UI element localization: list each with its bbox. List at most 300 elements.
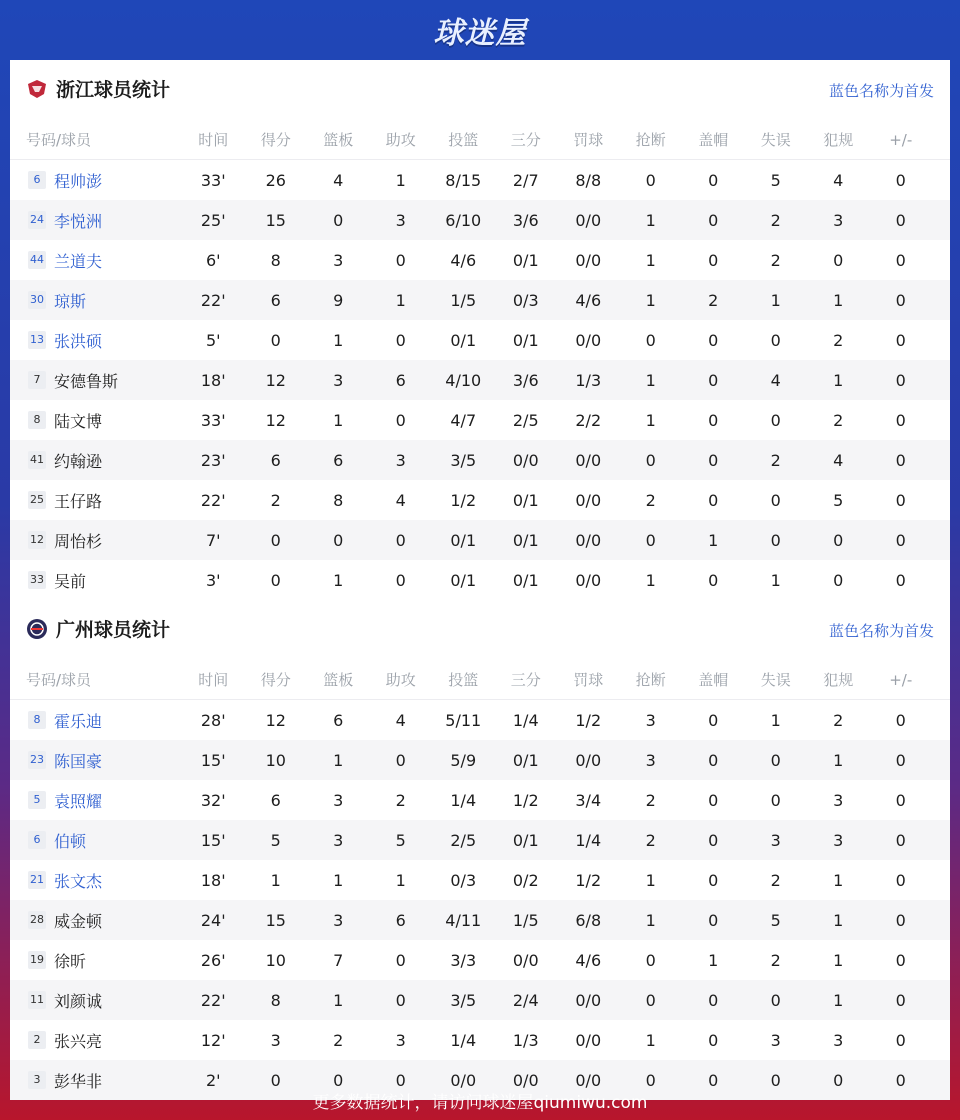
stat-cell: 15 — [265, 910, 286, 930]
player-row — [10, 320, 950, 360]
stat-cell: 8 — [270, 990, 281, 1010]
stat-cell: 0/3 — [512, 290, 539, 310]
stat-cell: 1 — [645, 250, 656, 270]
stat-cell: 0 — [333, 210, 344, 230]
player-row — [10, 780, 950, 820]
stat-cell: 26' — [200, 950, 226, 970]
stat-cell: 0/0 — [575, 570, 602, 590]
stat-cell: 2 — [645, 790, 656, 810]
jersey-number-badge: 8 — [28, 411, 46, 429]
stat-cell: 15 — [265, 210, 286, 230]
stat-cell: 5 — [833, 490, 844, 510]
player-cell — [10, 209, 182, 232]
stat-cell: 1 — [645, 1030, 656, 1050]
stat-cell: 0/0 — [512, 950, 539, 970]
column-header: +/- — [889, 130, 913, 149]
player-name[interactable]: 李悦洲 — [54, 211, 103, 231]
player-row — [10, 400, 950, 440]
stat-cell: 3 — [333, 830, 344, 850]
stat-cell: 1 — [395, 170, 406, 190]
stat-cell: 8 — [270, 250, 281, 270]
player-row — [10, 1020, 950, 1060]
stat-cell: 3 — [395, 210, 406, 230]
stat-cell: 0 — [895, 990, 906, 1010]
stat-cell: 3 — [333, 790, 344, 810]
top-banner — [0, 0, 960, 60]
stat-cell: 2/4 — [512, 990, 539, 1010]
jersey-number-badge: 11 — [28, 991, 46, 1009]
stat-cell: 0 — [895, 1030, 906, 1050]
stat-cell: 0 — [895, 910, 906, 930]
stat-cell: 6 — [395, 370, 406, 390]
stat-cell: 0/1 — [512, 490, 539, 510]
stat-cell: 1 — [833, 910, 844, 930]
stat-cell: 9 — [333, 290, 344, 310]
stat-cell: 0/1 — [450, 570, 477, 590]
stat-cell: 6 — [270, 450, 281, 470]
stat-cell: 6 — [395, 910, 406, 930]
player-name[interactable]: 周怡杉 — [54, 531, 103, 551]
column-header: 得分 — [260, 671, 291, 689]
stat-cell: 3 — [395, 450, 406, 470]
player-row — [10, 980, 950, 1020]
stat-cell: 0 — [770, 750, 781, 770]
stat-cell: 3 — [833, 1030, 844, 1050]
stat-cell: 1 — [645, 210, 656, 230]
stat-cell: 0 — [895, 570, 906, 590]
column-header: 三分 — [510, 131, 541, 149]
stat-cell: 1/2 — [575, 710, 602, 730]
stats-panel — [10, 60, 950, 1091]
player-row — [10, 860, 950, 900]
player-cell — [10, 949, 182, 972]
player-cell — [10, 569, 182, 592]
player-cell — [10, 989, 182, 1012]
stat-cell: 1 — [270, 870, 281, 890]
stat-cell: 1 — [833, 370, 844, 390]
column-header: 篮板 — [323, 131, 354, 149]
starter-legend-note: 蓝色名称为首发 — [828, 82, 934, 100]
stat-cell: 2 — [333, 1030, 344, 1050]
column-header: 失误 — [760, 671, 791, 689]
stat-cell: 0/3 — [450, 870, 477, 890]
jersey-number-badge: 30 — [28, 291, 46, 309]
player-cell — [10, 789, 182, 812]
stat-cell: 1 — [770, 710, 781, 730]
stat-cell: 1 — [770, 570, 781, 590]
stat-cell: 0 — [395, 950, 406, 970]
stat-cell: 3 — [333, 370, 344, 390]
player-row — [10, 280, 950, 320]
player-cell — [10, 909, 182, 932]
stat-cell: 8/8 — [575, 170, 602, 190]
stat-cell: 5 — [770, 910, 781, 930]
stat-cell: 0 — [708, 910, 719, 930]
stat-cell: 2 — [833, 410, 844, 430]
stat-cell: 0 — [708, 330, 719, 350]
guangzhou-team-logo-icon — [26, 618, 48, 640]
stat-cell: 6/10 — [445, 210, 482, 230]
stat-cell: 0 — [708, 450, 719, 470]
team-title: 广州球员统计 — [56, 619, 171, 641]
stat-cell: 28' — [200, 710, 226, 730]
stat-cell: 0/0 — [575, 330, 602, 350]
stat-cell: 0 — [708, 410, 719, 430]
stat-cell: 0 — [770, 1070, 781, 1090]
stat-cell: 0 — [708, 250, 719, 270]
player-cell — [10, 709, 182, 732]
player-name[interactable]: 伯顿 — [54, 831, 87, 851]
stat-cell: 0 — [645, 330, 656, 350]
stat-cell: 3 — [645, 710, 656, 730]
stat-cell: 0 — [270, 530, 281, 550]
footer-banner — [0, 1080, 960, 1120]
stat-cell: 2/2 — [575, 410, 602, 430]
stat-cell: 0/0 — [575, 1070, 602, 1090]
jersey-number-badge: 12 — [28, 531, 46, 549]
stat-cell: 0 — [770, 790, 781, 810]
stat-cell: 2 — [645, 830, 656, 850]
player-name[interactable]: 陈国豪 — [54, 751, 103, 771]
stat-cell: 1 — [833, 990, 844, 1010]
player-name[interactable]: 吴前 — [54, 571, 87, 591]
stat-cell: 1/2 — [575, 870, 602, 890]
stat-cell: 2 — [708, 290, 719, 310]
stat-cell: 2/5 — [450, 830, 477, 850]
stat-cell: 15' — [200, 750, 226, 770]
player-row — [10, 520, 950, 560]
stat-cell: 22' — [200, 990, 226, 1010]
stat-cell: 0/0 — [575, 750, 602, 770]
stat-cell: 2/5 — [512, 410, 539, 430]
stat-cell: 0/0 — [575, 490, 602, 510]
stat-cell: 0 — [770, 410, 781, 430]
stat-cell: 0 — [895, 750, 906, 770]
player-name[interactable]: 兰道夫 — [54, 251, 103, 271]
column-header: 号码/球员 — [26, 671, 92, 689]
stat-cell: 1 — [833, 750, 844, 770]
column-header: 投篮 — [448, 131, 479, 149]
stat-cell: 3 — [833, 830, 844, 850]
player-cell — [10, 249, 182, 272]
stat-cell: 0 — [833, 1070, 844, 1090]
stat-cell: 3/5 — [450, 990, 477, 1010]
column-header: 时间 — [198, 131, 229, 149]
player-cell — [10, 449, 182, 472]
stat-cell: 0 — [895, 170, 906, 190]
stat-cell: 0 — [708, 210, 719, 230]
jersey-number-badge: 13 — [28, 331, 46, 349]
stat-cell: 3/3 — [450, 950, 477, 970]
player-name[interactable]: 彭华非 — [54, 1071, 103, 1091]
stat-cell: 12 — [265, 370, 286, 390]
stat-cell: 2 — [770, 950, 781, 970]
player-cell — [10, 529, 182, 552]
player-name[interactable]: 王仔路 — [54, 491, 103, 511]
stat-cell: 1 — [395, 290, 406, 310]
player-name[interactable]: 张兴亮 — [54, 1031, 103, 1051]
section-header — [10, 600, 950, 660]
stat-cell: 0 — [395, 250, 406, 270]
stat-cell: 7 — [333, 950, 344, 970]
stat-cell: 0 — [770, 990, 781, 1010]
stat-cell: 0 — [895, 250, 906, 270]
stat-cell: 0 — [270, 330, 281, 350]
column-header: 犯规 — [823, 131, 854, 149]
brand-logo: 球迷屋 — [433, 16, 527, 51]
player-row — [10, 440, 950, 480]
stat-cell: 2' — [205, 1070, 221, 1090]
stat-cell: 1/5 — [512, 910, 539, 930]
stat-cell: 0 — [895, 710, 906, 730]
stat-cell: 33' — [200, 170, 226, 190]
column-header: 号码/球员 — [26, 131, 92, 149]
stat-cell: 32' — [200, 790, 226, 810]
player-row — [10, 700, 950, 740]
stat-cell: 1 — [833, 290, 844, 310]
stat-cell: 0 — [708, 490, 719, 510]
column-header: +/- — [889, 670, 913, 689]
stat-cell: 0 — [895, 790, 906, 810]
player-row — [10, 240, 950, 280]
stat-cell: 0 — [708, 1030, 719, 1050]
stat-cell: 4 — [395, 490, 406, 510]
stat-cell: 1 — [833, 870, 844, 890]
stat-cell: 8 — [333, 490, 344, 510]
stat-cell: 0/0 — [575, 1030, 602, 1050]
stat-cell: 7' — [205, 530, 221, 550]
player-cell — [10, 829, 182, 852]
player-name[interactable]: 威金顿 — [54, 911, 103, 931]
stat-cell: 1/3 — [512, 1030, 539, 1050]
stat-cell: 0 — [395, 330, 406, 350]
stat-cell: 25' — [200, 210, 226, 230]
team-section — [10, 600, 950, 1100]
player-cell — [10, 169, 182, 192]
stat-cell: 3' — [205, 570, 221, 590]
stat-cell: 6' — [205, 250, 221, 270]
player-row — [10, 900, 950, 940]
player-row — [10, 740, 950, 780]
stat-cell: 1 — [333, 330, 344, 350]
stat-cell: 0/1 — [512, 750, 539, 770]
stat-cell: 0/1 — [512, 250, 539, 270]
team-section — [10, 60, 950, 600]
stat-cell: 0 — [645, 1070, 656, 1090]
player-name[interactable]: 琼斯 — [54, 291, 87, 311]
stat-cell: 1 — [645, 870, 656, 890]
stat-cell: 0 — [895, 1070, 906, 1090]
stat-cell: 15' — [200, 830, 226, 850]
stat-cell: 3 — [270, 1030, 281, 1050]
column-header: 罚球 — [573, 131, 604, 149]
stat-cell: 1 — [333, 410, 344, 430]
player-name[interactable]: 霍乐迪 — [54, 711, 103, 731]
stat-cell: 0 — [895, 210, 906, 230]
stat-cell: 1 — [645, 370, 656, 390]
stat-cell: 1/4 — [512, 710, 539, 730]
stat-cell: 0/0 — [450, 1070, 477, 1090]
stat-cell: 0 — [395, 1070, 406, 1090]
stat-cell: 1/3 — [575, 370, 602, 390]
stat-cell: 0 — [395, 530, 406, 550]
player-row — [10, 820, 950, 860]
jersey-number-badge: 8 — [28, 711, 46, 729]
stat-cell: 6 — [270, 790, 281, 810]
stat-cell: 3/6 — [512, 210, 539, 230]
footer-text: 更多数据统计，请访问球迷屋qiumiwu.com — [312, 1092, 648, 1113]
stat-cell: 6 — [270, 290, 281, 310]
zhejiang-team-logo-icon — [26, 78, 48, 100]
stat-cell: 1 — [770, 290, 781, 310]
column-header: 篮板 — [323, 671, 354, 689]
stat-cell: 33' — [200, 410, 226, 430]
jersey-number-badge: 41 — [28, 451, 46, 469]
stat-cell: 1 — [645, 290, 656, 310]
stat-cell: 0 — [895, 330, 906, 350]
stat-cell: 12' — [200, 1030, 226, 1050]
stat-cell: 22' — [200, 490, 226, 510]
stat-cell: 24' — [200, 910, 226, 930]
stat-cell: 0 — [708, 570, 719, 590]
stat-cell: 0 — [395, 990, 406, 1010]
column-header: 犯规 — [823, 671, 854, 689]
stat-cell: 0/1 — [450, 530, 477, 550]
stat-cell: 0 — [708, 870, 719, 890]
stat-cell: 1 — [645, 570, 656, 590]
stat-cell: 5 — [270, 830, 281, 850]
stat-cell: 0 — [895, 450, 906, 470]
stat-cell: 6/8 — [575, 910, 602, 930]
team-sections — [10, 60, 950, 1100]
player-name[interactable]: 张文杰 — [54, 871, 103, 891]
stat-cell: 4 — [833, 450, 844, 470]
stat-cell: 2 — [395, 790, 406, 810]
player-cell — [10, 329, 182, 352]
player-row — [10, 160, 950, 200]
player-name[interactable]: 陆文博 — [54, 411, 103, 431]
stat-cell: 4 — [833, 170, 844, 190]
stat-cell: 2 — [270, 490, 281, 510]
column-header: 盖帽 — [698, 131, 729, 149]
jersey-number-badge: 19 — [28, 951, 46, 969]
stat-cell: 0 — [708, 710, 719, 730]
stat-cell: 0 — [833, 250, 844, 270]
stat-cell: 0/2 — [512, 870, 539, 890]
stat-cell: 1 — [708, 530, 719, 550]
player-name[interactable]: 约翰逊 — [54, 451, 103, 471]
stat-cell: 0/0 — [512, 1070, 539, 1090]
stat-cell: 0 — [333, 1070, 344, 1090]
stat-cell: 10 — [265, 750, 286, 770]
stat-cell: 0 — [645, 950, 656, 970]
stat-cell: 0 — [895, 370, 906, 390]
player-row — [10, 940, 950, 980]
column-header: 盖帽 — [698, 671, 729, 689]
stat-cell: 0/1 — [512, 330, 539, 350]
player-cell — [10, 369, 182, 392]
stat-cell: 0/0 — [575, 990, 602, 1010]
player-cell — [10, 869, 182, 892]
stat-cell: 0 — [770, 490, 781, 510]
player-name[interactable]: 徐昕 — [54, 951, 87, 971]
stat-cell: 1 — [333, 990, 344, 1010]
player-name[interactable]: 刘颜诚 — [54, 991, 103, 1011]
column-header: 失误 — [760, 131, 791, 149]
stat-cell: 1 — [395, 870, 406, 890]
stat-cell: 0 — [270, 1070, 281, 1090]
stat-cell: 1/5 — [450, 290, 477, 310]
stat-cell: 4 — [333, 170, 344, 190]
stat-cell: 0/0 — [575, 250, 602, 270]
stat-cell: 4/10 — [445, 370, 482, 390]
stat-cell: 0 — [708, 1070, 719, 1090]
stat-cell: 3 — [333, 250, 344, 270]
player-name[interactable]: 张洪硕 — [54, 331, 103, 351]
stat-cell: 1 — [333, 870, 344, 890]
jersey-number-badge: 6 — [28, 831, 46, 849]
jersey-number-badge: 25 — [28, 491, 46, 509]
player-name[interactable]: 程帅澎 — [54, 171, 103, 191]
player-name[interactable]: 安德鲁斯 — [54, 371, 119, 391]
jersey-number-badge: 6 — [28, 171, 46, 189]
stat-cell: 5 — [395, 830, 406, 850]
stat-cell: 0 — [708, 370, 719, 390]
stat-cell: 0/0 — [575, 210, 602, 230]
stat-cell: 0/1 — [450, 330, 477, 350]
stat-cell: 2 — [770, 870, 781, 890]
stat-cell: 0 — [895, 870, 906, 890]
jersey-number-badge: 28 — [28, 911, 46, 929]
stat-cell: 3/6 — [512, 370, 539, 390]
column-header-row — [10, 120, 950, 160]
stat-cell: 0 — [895, 410, 906, 430]
stat-cell: 3 — [395, 1030, 406, 1050]
stat-cell: 0 — [770, 530, 781, 550]
stat-cell: 12 — [265, 410, 286, 430]
stat-cell: 0 — [895, 290, 906, 310]
stat-cell: 0 — [833, 530, 844, 550]
player-name[interactable]: 袁照耀 — [54, 791, 103, 811]
stat-cell: 4/6 — [575, 950, 602, 970]
stat-cell: 3 — [333, 910, 344, 930]
stat-cell: 5' — [205, 330, 221, 350]
stat-cell: 2 — [770, 450, 781, 470]
stat-cell: 3 — [833, 790, 844, 810]
stat-cell: 0/0 — [512, 450, 539, 470]
column-header: 抢断 — [635, 671, 666, 689]
stat-cell: 1/4 — [575, 830, 602, 850]
stat-cell: 8/15 — [445, 170, 482, 190]
stat-cell: 0 — [333, 530, 344, 550]
stat-cell: 1/2 — [512, 790, 539, 810]
stat-cell: 0 — [895, 950, 906, 970]
stat-cell: 12 — [265, 710, 286, 730]
stat-cell: 1 — [645, 910, 656, 930]
stat-cell: 18' — [200, 370, 226, 390]
stat-cell: 23' — [200, 450, 226, 470]
player-cell — [10, 409, 182, 432]
stat-cell: 0 — [895, 530, 906, 550]
stat-cell: 10 — [265, 950, 286, 970]
player-cell — [10, 289, 182, 312]
stat-cell: 2 — [833, 330, 844, 350]
jersey-number-badge: 44 — [28, 251, 46, 269]
stat-cell: 0/0 — [575, 530, 602, 550]
stat-cell: 0 — [395, 410, 406, 430]
jersey-number-badge: 5 — [28, 791, 46, 809]
stat-cell: 22' — [200, 290, 226, 310]
